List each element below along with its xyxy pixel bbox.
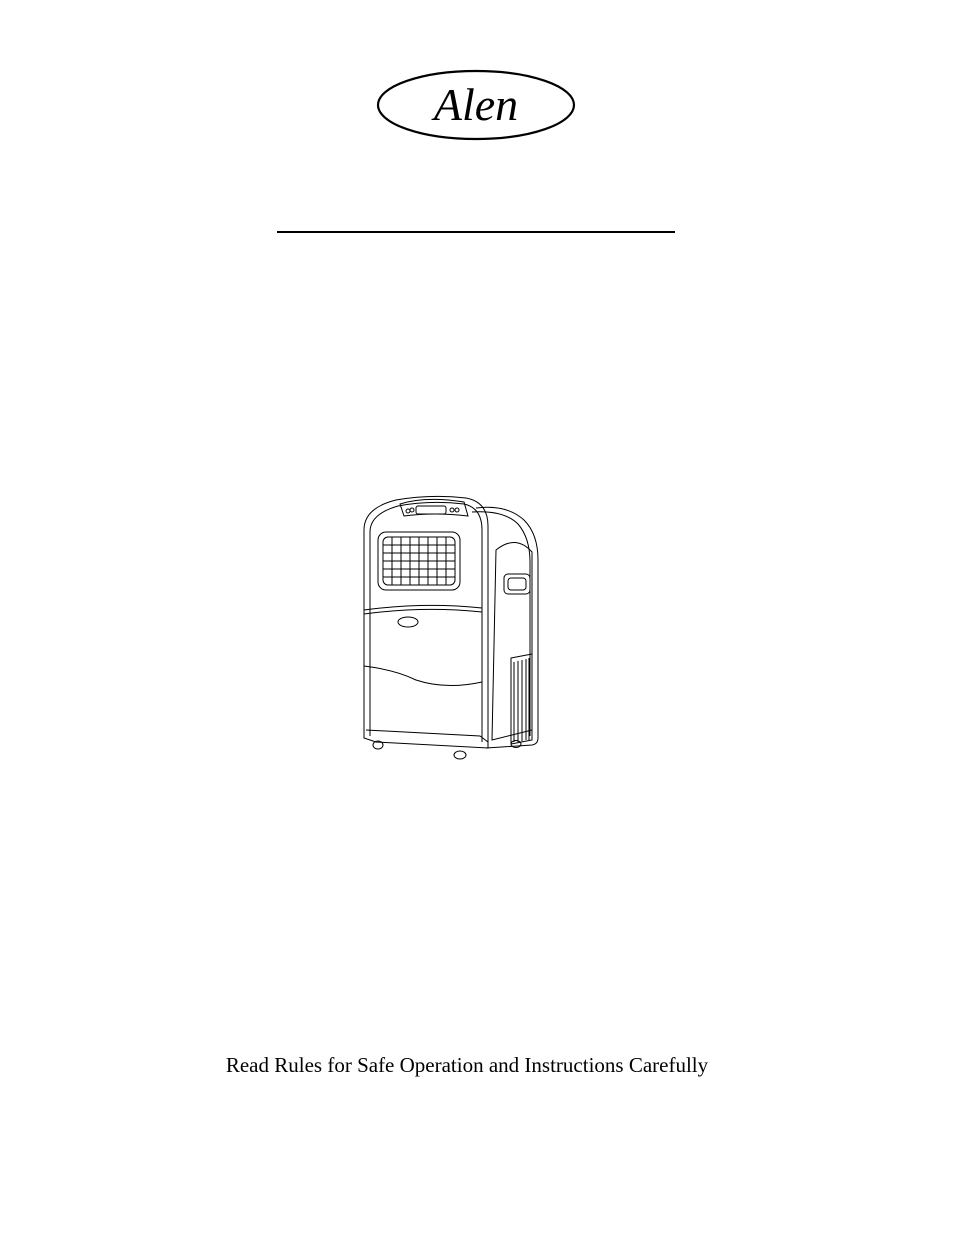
logo-oval-icon	[376, 68, 576, 142]
logo-text: Alen	[433, 79, 519, 130]
brand-logo	[376, 68, 576, 142]
portable-air-conditioner-icon	[356, 490, 546, 762]
safety-instructions-note: Read Rules for Safe Operation and Instructions Carefully	[225, 1053, 709, 1077]
product-illustration	[356, 490, 546, 762]
title-underline	[277, 231, 675, 233]
